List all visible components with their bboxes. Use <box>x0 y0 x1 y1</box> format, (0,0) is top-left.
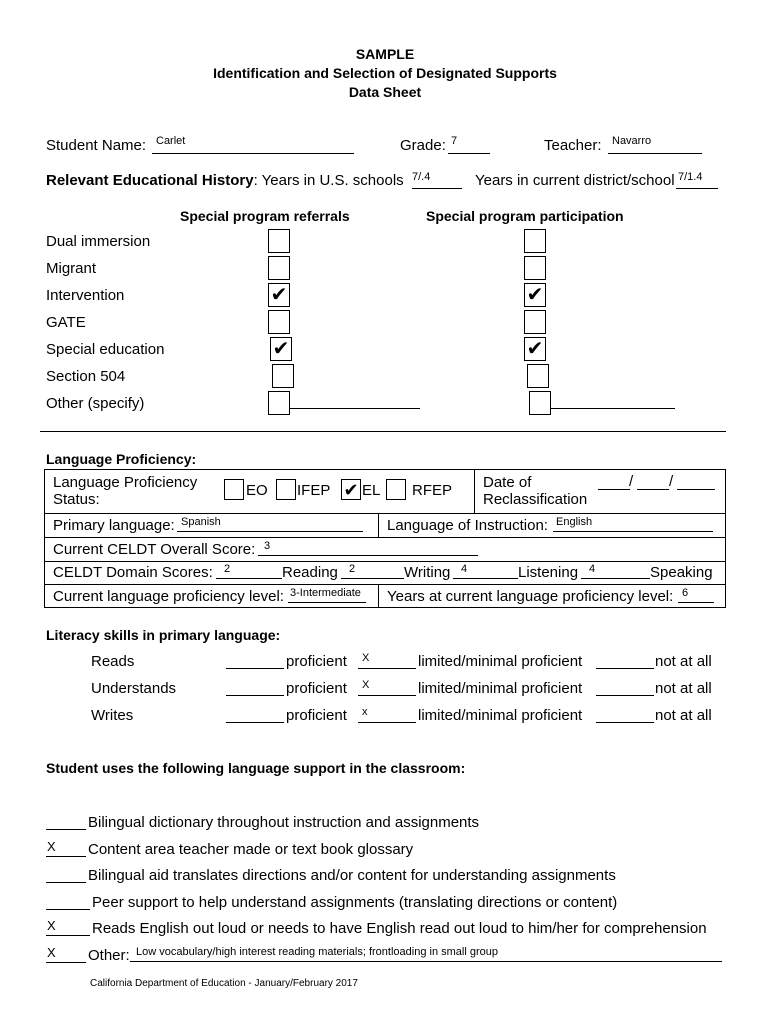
referrals-heading: Special program referrals <box>180 208 350 224</box>
limited-mark[interactable]: x <box>362 706 368 718</box>
instruction-language-label: Language of Instruction: <box>387 517 548 534</box>
table-rule <box>378 513 379 537</box>
other-referral-line <box>290 408 420 409</box>
celdt-domain-label: CELDT Domain Scores: <box>53 564 213 581</box>
other-participation-line <box>551 408 675 409</box>
other-support-value[interactable]: Low vocabulary/high interest reading materials; frontloading in small group <box>136 946 498 958</box>
participation-checkbox[interactable] <box>524 229 546 253</box>
support-mark[interactable]: X <box>47 839 56 854</box>
referral-checkbox[interactable] <box>268 229 290 253</box>
limited-label: limited/minimal proficient <box>418 680 583 697</box>
participation-heading: Special program participation <box>426 208 624 224</box>
program-label: Section 504 <box>46 368 126 385</box>
program-label: Intervention <box>46 287 125 304</box>
status-label <box>53 474 197 508</box>
table-rule <box>44 513 726 514</box>
table-rule <box>44 584 726 585</box>
years-level-value[interactable]: 6 <box>682 587 689 599</box>
program-label: Special education <box>46 341 165 358</box>
support-mark-line[interactable] <box>46 962 86 963</box>
domain-score-label: Speaking <box>650 564 713 581</box>
years-us-value[interactable]: 7/.4 <box>412 171 431 183</box>
footer-text: California Department of Education - January/February 2017 <box>90 978 358 989</box>
proficiency-level-label: Current language proficiency level: <box>53 588 284 605</box>
reclass-year-line[interactable] <box>677 489 715 490</box>
sample-title: SAMPLE <box>355 46 415 62</box>
student-name-line <box>152 153 354 154</box>
years-level-line <box>678 602 714 603</box>
grade-label: Grade: <box>400 137 446 154</box>
check-icon: ✔ <box>272 338 290 360</box>
status-option-label: EO <box>246 482 268 499</box>
support-mark-line[interactable] <box>46 909 90 910</box>
proficient-line[interactable] <box>226 668 284 669</box>
limited-label: limited/minimal proficient <box>418 653 583 670</box>
domain-score-label: Listening <box>518 564 579 581</box>
table-rule <box>378 584 379 608</box>
literacy-heading: Literacy skills in primary language: <box>46 627 281 643</box>
teacher-line <box>608 153 702 154</box>
proficient-label: proficient <box>286 707 347 724</box>
domain-score-label: Writing <box>404 564 451 581</box>
celdt-overall-label: Current CELDT Overall Score: <box>53 541 256 558</box>
domain-score-value[interactable]: 2 <box>224 563 231 575</box>
years-district-line <box>676 188 718 189</box>
limited-line[interactable] <box>358 695 416 696</box>
support-mark-line[interactable] <box>46 829 86 830</box>
participation-checkbox[interactable] <box>524 310 546 334</box>
instruction-language-line <box>553 531 713 532</box>
domain-score-value[interactable]: 4 <box>461 563 468 575</box>
domain-score-value[interactable]: 2 <box>349 563 356 575</box>
check-icon: ✔ <box>270 284 288 306</box>
support-label: Other: <box>88 947 130 964</box>
reclass-day-line[interactable] <box>637 489 669 490</box>
status-label-line2: Status: <box>53 491 100 508</box>
domain-score-label: Reading <box>282 564 338 581</box>
check-icon: ✔ <box>526 338 544 360</box>
years-us-line <box>412 188 462 189</box>
status-option-label: IFEP <box>297 482 331 499</box>
student-name-value[interactable]: Carlet <box>156 135 186 147</box>
support-label: Reads English out loud or needs to have English read out loud to him/her for comprehension <box>92 920 707 937</box>
years-district-label: Years in current district/school <box>475 172 675 189</box>
language-heading: Language Proficiency: <box>46 451 197 467</box>
program-label: Other (specify) <box>46 395 145 412</box>
program-label: Dual immersion <box>46 233 151 250</box>
section-divider <box>40 431 726 432</box>
supports-heading: Student uses the following language support in the classroom: <box>46 760 466 776</box>
status-checkbox[interactable] <box>276 479 296 500</box>
table-rule <box>44 537 726 538</box>
literacy-skill-label: Understands <box>91 680 177 697</box>
years-us-label: Years in U.S. schools <box>261 172 404 189</box>
program-label: GATE <box>46 314 86 331</box>
participation-checkbox[interactable] <box>524 337 546 361</box>
support-mark-line[interactable] <box>46 856 86 857</box>
limited-line[interactable] <box>358 722 416 723</box>
status-checkbox[interactable] <box>224 479 244 500</box>
not-at-all-line[interactable] <box>596 695 654 696</box>
proficient-line[interactable] <box>226 695 284 696</box>
status-option-label: RFEP <box>412 482 453 499</box>
celdt-overall-value[interactable]: 3 <box>264 540 271 552</box>
referral-checkbox[interactable] <box>268 310 290 334</box>
not-at-all-label: not at all <box>655 707 712 724</box>
referral-checkbox[interactable] <box>268 391 290 415</box>
participation-checkbox[interactable] <box>524 283 546 307</box>
proficiency-level-value[interactable]: 3-Intermediate <box>290 587 361 599</box>
instruction-language-value[interactable]: English <box>556 516 593 528</box>
limited-mark[interactable]: X <box>362 679 370 691</box>
referral-checkbox[interactable] <box>272 364 294 388</box>
primary-language-label: Primary language: <box>53 517 175 534</box>
reclass-label <box>483 474 587 508</box>
reclass-label-line1: Date of <box>483 474 532 491</box>
program-label: Migrant <box>46 260 97 277</box>
table-rule <box>44 561 726 562</box>
history-colon: : <box>253 172 258 189</box>
domain-score-line <box>216 578 282 579</box>
participation-checkbox[interactable] <box>527 364 549 388</box>
celdt-overall-line <box>258 555 478 556</box>
teacher-label: Teacher: <box>544 137 602 154</box>
not-at-all-label: not at all <box>655 680 712 697</box>
years-district-value[interactable]: 7/1.4 <box>678 171 703 183</box>
proficient-label: proficient <box>286 680 347 697</box>
not-at-all-label: not at all <box>655 653 712 670</box>
support-mark[interactable]: X <box>47 945 56 960</box>
participation-checkbox[interactable] <box>524 256 546 280</box>
participation-checkbox[interactable] <box>529 391 551 415</box>
table-rule <box>474 469 475 513</box>
domain-score-line <box>341 578 404 579</box>
student-name-label: Student Name: <box>46 137 147 154</box>
status-checkbox[interactable] <box>386 479 406 500</box>
reclass-month-line[interactable] <box>598 489 630 490</box>
reclass-slash: / <box>669 473 674 490</box>
referral-checkbox[interactable] <box>268 256 290 280</box>
status-option-label: EL <box>362 482 381 499</box>
referral-checkbox[interactable] <box>268 283 290 307</box>
teacher-value[interactable]: Navarro <box>612 135 652 147</box>
history-label: Relevant Educational History <box>46 172 254 189</box>
literacy-skill-label: Writes <box>91 707 134 724</box>
referral-checkbox[interactable] <box>270 337 292 361</box>
support-mark-line[interactable] <box>46 935 90 936</box>
literacy-skill-label: Reads <box>91 653 135 670</box>
domain-score-line <box>581 578 650 579</box>
not-at-all-line[interactable] <box>596 668 654 669</box>
status-checkbox[interactable] <box>341 479 361 500</box>
proficient-label: proficient <box>286 653 347 670</box>
form-title: Identification and Selection of Designated Supports <box>213 65 557 81</box>
limited-mark[interactable]: X <box>362 652 370 664</box>
status-label-line1: Language Proficiency <box>53 474 198 491</box>
grade-line <box>448 153 490 154</box>
not-at-all-line[interactable] <box>596 722 654 723</box>
support-mark-line[interactable] <box>46 882 86 883</box>
support-label: Bilingual dictionary throughout instruction and assignments <box>88 814 480 831</box>
other-support-line <box>130 961 722 962</box>
primary-language-value[interactable]: Spanish <box>181 516 221 528</box>
grade-value[interactable]: 7 <box>451 135 458 147</box>
years-level-label: Years at current language proficiency level: <box>387 588 674 605</box>
primary-language-line <box>177 531 363 532</box>
domain-score-value[interactable]: 4 <box>589 563 596 575</box>
history-row <box>46 172 404 189</box>
form-subtitle: Data Sheet <box>348 84 422 100</box>
limited-label: limited/minimal proficient <box>418 707 583 724</box>
support-mark[interactable]: X <box>47 918 56 933</box>
support-label: Bilingual aid translates directions and/or content for understanding assignments <box>88 867 616 884</box>
support-label: Peer support to help understand assignments (translating directions or content) <box>92 894 618 911</box>
check-icon: ✔ <box>526 284 544 306</box>
reclass-label-line2: Reclassification <box>483 491 588 508</box>
limited-line[interactable] <box>358 668 416 669</box>
check-icon: ✔ <box>343 479 359 500</box>
proficiency-level-line <box>288 602 366 603</box>
reclass-slash: / <box>629 473 634 490</box>
support-label: Content area teacher made or text book glossary <box>88 841 414 858</box>
proficient-line[interactable] <box>226 722 284 723</box>
domain-score-line <box>453 578 518 579</box>
